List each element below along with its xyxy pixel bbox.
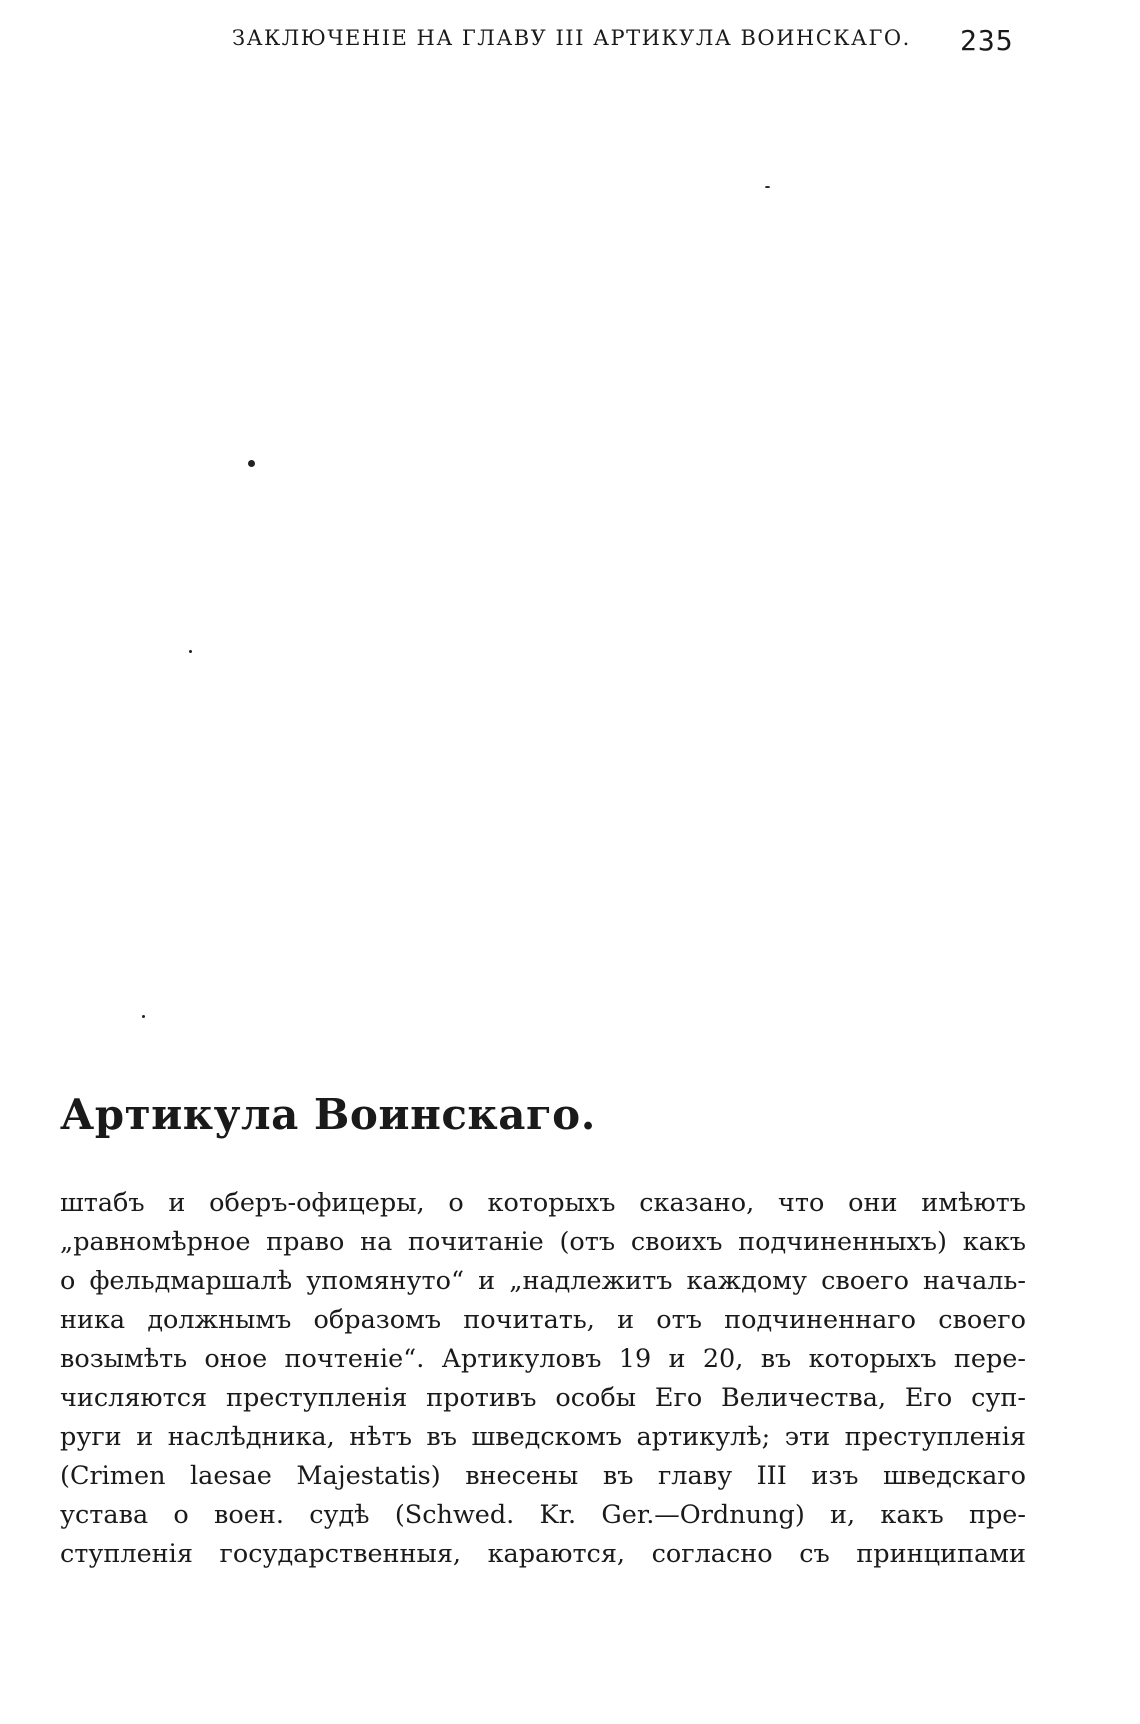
text-line: устава о воен. судѣ (Schwed. Kr. Ger.—Ordnung) и, какъ пре- [60, 1500, 1026, 1530]
scan-speck [189, 650, 192, 653]
text-line: (Crimen laesae Majestatis) внесены въ главу III изъ шведскаго [60, 1461, 1026, 1491]
text-line: руги и наслѣдника, нѣтъ въ шведскомъ артикулѣ; эти преступленія [60, 1422, 1026, 1452]
text-line: числяются преступленія противъ особы Его Величества, Его суп- [60, 1383, 1026, 1413]
text-line: „равномѣрное право на почитаніе (отъ своихъ подчиненныхъ) какъ [60, 1227, 1026, 1257]
text-line: ступленія государственныя, караются, согласно съ принципами [60, 1539, 1026, 1569]
page-number: 235 [960, 24, 1014, 57]
text-line: штабъ и оберъ-офицеры, о которыхъ сказано, что они имѣютъ [60, 1188, 1026, 1218]
running-head: ЗАКЛЮЧЕНІЕ НА ГЛАВУ III АРТИКУЛА ВОИНСКАГО. [232, 26, 911, 50]
body-paragraph [60, 1184, 1026, 1574]
text-line: о фельдмаршалѣ упомянуто“ и „надлежитъ каждому своего началь- [60, 1266, 1026, 1296]
section-heading: Артикула Воинскаго. [60, 1090, 596, 1139]
scan-speck [765, 186, 770, 188]
scan-speck [248, 460, 255, 467]
scan-speck [142, 1015, 145, 1018]
text-line: возымѣть оное почтеніе“. Артикуловъ 19 и 20, въ которыхъ пере- [60, 1344, 1026, 1374]
text-line: ника должнымъ образомъ почитать, и отъ подчиненнаго своего [60, 1305, 1026, 1335]
